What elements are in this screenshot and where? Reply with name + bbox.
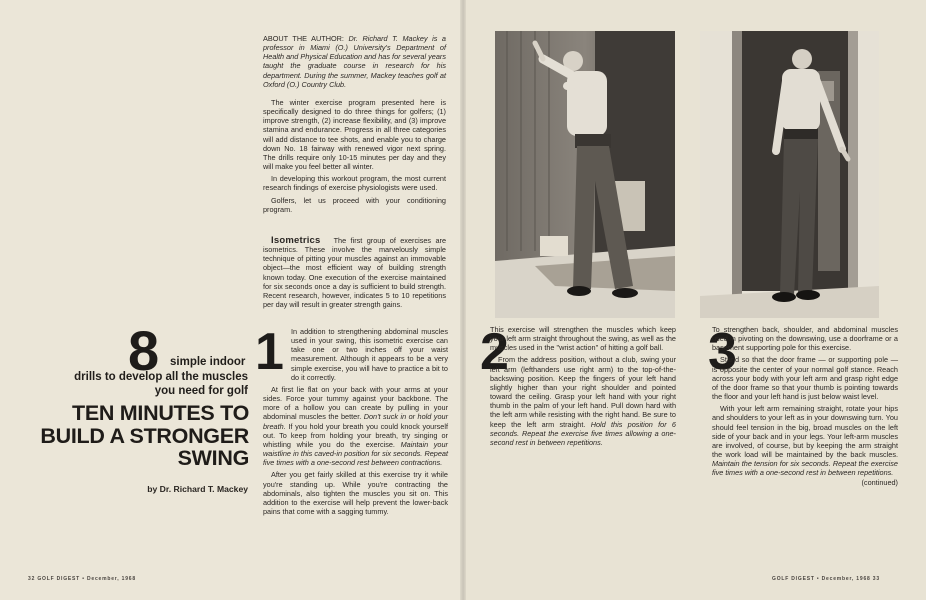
- drill-2-text: [490, 325, 676, 450]
- drill-3-number: 3: [708, 323, 737, 381]
- about-label: ABOUT THE AUTHOR:: [263, 34, 344, 43]
- drill-2-p2-b: Hold this position for 6 seconds. Repeat the exercise five times allowing a one-second rest in between repetitions.: [490, 419, 676, 447]
- byline: by Dr. Richard T. Mackey: [147, 484, 248, 494]
- drill-3-paragraph-2: Stand so that the door frame — or supporting pole — is opposite the center of your normal golf stance. Reach across your body with your left arm and grasp right edge of the door frame so that your thumb is pointing towards the floor and your left hand is just below waist level.: [712, 355, 898, 402]
- drill-3-paragraph-1: To strengthen back, shoulder, and abdominal muscles used in pivoting on the downswing, use a doorframe or a basement supporting pole for this exercise.: [712, 325, 898, 353]
- photo-wall-exercise: [495, 31, 675, 318]
- drill-2-p2-a: From the address position, without a club, swing your left arm (lefthanders use right arm) to the top-of-the-backswing position. Keep the fingers of your left hand slightly higher than your right shoulder and pointed toward the ceiling. Grasp your left hand with your right thumb in the palm of your left hand. Pull down hard with the left arm while resisting with the right hand. Be sure to keep the left arm straight.: [490, 355, 676, 429]
- drill-3-paragraph-3: [712, 404, 898, 487]
- intro-text: [263, 98, 446, 217]
- headline-deck-b: drills to develop all the muscles you need for golf: [74, 371, 248, 397]
- page-gutter: [460, 0, 466, 600]
- intro-paragraph-3: Golfers, let us proceed with your conditioning program.: [263, 195, 446, 214]
- headline-deck-a: simple indoor: [170, 356, 246, 368]
- isometrics-section: [263, 236, 446, 312]
- drill-3-text: [712, 325, 898, 487]
- headline-number: 8: [128, 319, 158, 382]
- photo-doorframe-exercise-image: [700, 31, 879, 318]
- about-text: Dr. Richard T. Mackey is a professor in Miami (O.) University's Department of Health and Physical Education and has for several years taught the graduate course in research for his department. During the summer, Mackey teaches golf at Oxford (O.) Country Club.: [263, 34, 446, 89]
- drill-2-paragraph-1: This exercise will strengthen the muscles which keep your left arm straight throughout the swing, as well as the muscles used in the "wrist action" of hitting a golf ball.: [490, 325, 676, 353]
- drill-2-number: 2: [480, 323, 509, 381]
- article-title: TEN MINUTES TO BUILD A STRONGER SWING: [40, 401, 249, 470]
- drill-1-text: [263, 327, 448, 519]
- drill-3-p3-a: With your left arm remaining straight, rotate your hips and shoulders to your left as in your downswing turn. You should feel tension in the big, broad muscles on the left side of your back and in your legs. Your left-arm muscles are involved, of course, but by keeping the arm straight the work load will be maintained by the back muscles.: [712, 404, 898, 460]
- intro-paragraph-2: In developing this workout program, the most current research findings of exercise physiologists were used.: [263, 174, 446, 193]
- drill-1-p2-c: If you hold your breath you could knock yourself out. To keep from holding your breath, try singing or whistling while you do the exercise.: [263, 421, 448, 449]
- folio-left: 32 GOLF DIGEST • December, 1968: [28, 576, 136, 582]
- photo-wall-exercise-image: [495, 31, 675, 318]
- about-the-author: [263, 34, 446, 92]
- isometrics-text: The first group of exercises are isometrics. These involve the marvelously simple technique of pitting your muscles against an immovable object—the most efficient way of building strength known today. One execution of the exercise maintained for six seconds once a day is sufficient to build strength. Recent research, however, indicates 5 to 10 repetitions per day will result in greater strength gains.: [263, 236, 447, 310]
- drill-1-paragraph-2: [263, 385, 448, 467]
- drill-1-p2-a: At first lie flat on your back with your arms at your sides. Force your tummy against your backbone. The more of a hollow you can create by pulling in your abdominal muscles the better.: [263, 384, 448, 422]
- drill-1-paragraph-1: In addition to strengthening abdominal muscles used in your swing, this isometric exercise can take one or two inches off your waist measurement. Although it appears to be a very simple exercise, you will have to practice a bit to do it correctly.: [291, 327, 448, 382]
- drill-1-p2-b: Don't suck in or hold your breath.: [263, 412, 448, 431]
- continued-label: (continued): [861, 477, 898, 487]
- drill-1-paragraph-3: After you get fairly skilled at this exercise try it while you're standing up. While you're contracting the abdominals, also tighten the muscles you sit on. This addition to the exercise will help prevent the lower-back pains that come with a sagging tummy.: [263, 470, 448, 516]
- drill-1-p2-d: Maintain your waistline in this caved-in position for six seconds. Repeat five times with a one-second rest between contractions.: [263, 439, 448, 468]
- folio-right: GOLF DIGEST • December, 1968 33: [772, 576, 880, 582]
- drill-3-p3-b: Maintain the tension for six seconds. Repeat the exercise five times with a one-second rest in between repetitions.: [712, 459, 898, 478]
- isometrics-heading: Isometrics: [271, 235, 321, 246]
- intro-paragraph-1: The winter exercise program presented here is specifically designed to do three things for golfers; (1) improve strength, (2) increase flexibility, and (3) improve stamina and endurance. Progress in all three categories will add distance to tee shots, and enable you to charge down No. 18 fairway with renewed vigor next spring. The drills require only 10-15 minutes per day and they will make you feel better all winter.: [263, 98, 446, 172]
- drill-1-number: 1: [255, 323, 284, 381]
- drill-2-paragraph-2: [490, 355, 676, 447]
- photo-doorframe-exercise: [700, 31, 879, 318]
